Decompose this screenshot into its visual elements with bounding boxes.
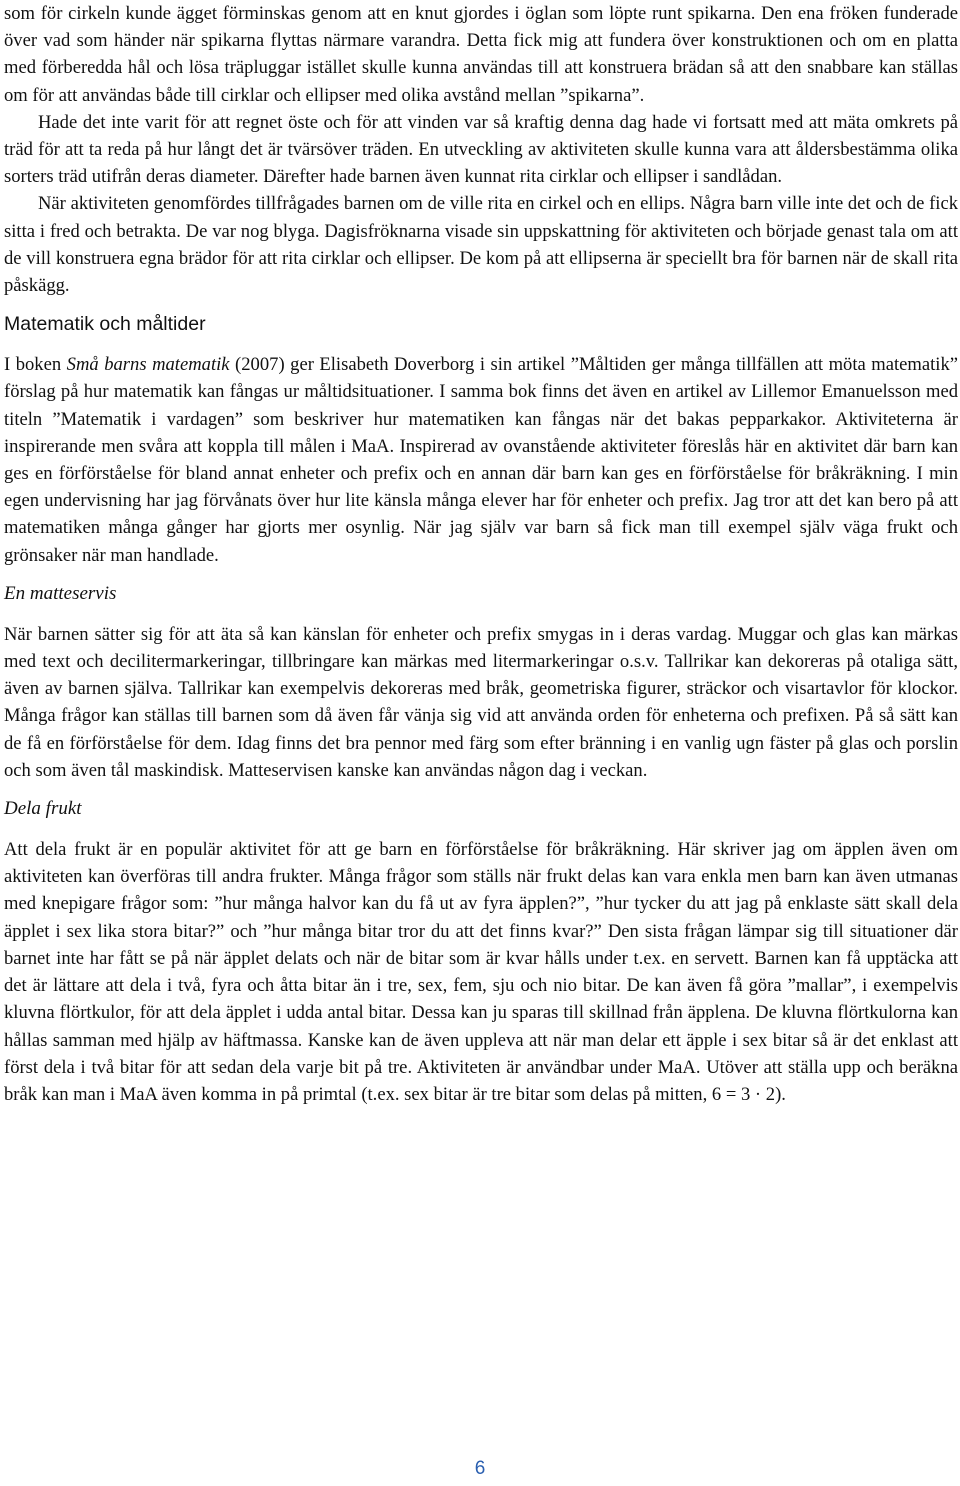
paragraph-matematik-maltider: [4, 351, 958, 569]
document-page: [4, 0, 958, 1108]
paragraph-omkrets-trad: Hade det inte varit för att regnet öste och för att vinden var så kraftig denna dag hade vi fortsatt med att mäta omkrets på träd för att ta reda på hur långt det är tvärsöver träden. En utveckling av aktiviteten skulle kunna vara att åldersbestämma olika sorters träd utifrån deras diameter. Därefter hade barnen även kunnat rita cirklar och ellipser i sandlådan.: [4, 111, 958, 188]
subheading-matteservis: En matteservis: [4, 582, 117, 604]
paragraph-matteservis: När barnen sätter sig för att äta så kan känslan för enheter och prefix smygas in i deras vardag. Muggar och glas kan märkas med text och decilitermarkeringar, tillbringare kan märkas med litermarkeringar o.s.v. Tallrikar kan dekoreras på otaliga sätt, även av barnen själva. Tallrikar kan exempelvis dekoreras med bråk, geometriska figurer, sträckor och visartavlor för klockor. Många frågor kan ställas till barnen som då även får vänja sig vid att använda orden för enheterna och prefixen. På så sätt kan de få en förförståelse för dem. Idag finns det bra pennor med färg som efter bränning i en vanlig ugn fäster på glas och porslin och som även tål maskindisk. Matteservisen kanske kan användas någon dag i veckan.: [4, 623, 958, 781]
text-run: (2007) ger Elisabeth Doverborg i sin artikel ”Måltiden ger många tillfällen att möta matematik” förslag på hur matematik kan fångas ur måltidsituationer. I samma bok finns det även en artikel av Lillemor Emanuelsson med titeln ”Matematik i vardagen” som beskriver hur matematiken kan fångas när det bakas pepparkakor. Aktiviteterna är inspirerande men svåra att koppla till målen i MaA. Inspirerad av ovanstående aktiviteter föreslås här en aktivitet där barn kan ges en förförståelse för bland annat enheter och prefix och en annan där barn kan ges en förförståelse för bråkräkning. I min egen undervisning har jag förvånats över hur lite känsla många elever har för enheter och prefix. Jag tror att det kan bero på att matematiken många gånger har gjorts mer osynlig. När jag själv var barn så fick man till exempel själv väga frukt och grönsaker när man handlade.: [4, 354, 958, 566]
paragraph-dela-frukt: [4, 836, 958, 1108]
book-title: Små barns matematik: [66, 354, 230, 376]
subheading-dela-frukt: Dela frukt: [4, 798, 82, 820]
page-number: 6: [474, 1458, 486, 1479]
formula: 6 = 3 · 2: [711, 1083, 776, 1105]
paragraph-cirkel-ellips: som för cirkeln kunde ägget förminskas genom att en knut gjordes i öglan som löpte runt spikarna. Den ena fröken funderade över vad som händer när spikarna flyttas närmare varandra. Detta fick mig att fundera över konstruktionen och om en platta med förberedda hål och lösa träpluggar istället skulle kunna användas till att konstruera brädan så att den snabbare kan ställas om för att användas både till cirklar och ellipser med olika avstånd mellan ”spikarna”.: [4, 3, 958, 106]
text-run: I boken: [4, 354, 67, 376]
section-heading: Matematik och måltider: [4, 313, 206, 336]
text-run: ).: [775, 1083, 786, 1105]
text-run: Att dela frukt är en populär aktivitet för att ge barn en förförståelse för bråkräkning. Här skriver jag om äpplen även om aktiviteten kan överföras till andra frukter. Många frågor som ställs när frukt delas kan vara enkla men barn kan även utmanas med knepigare frågor som: ”hur många halvor kan du få ut av fyra äpplen?”, ”hur tycker du att jag på enklaste sätt skall dela äpplet i sex lika stora bitar?” och ”hur många bitar tror du att det finns kvar?” Den sista frågan lämpar sig till situationer där barnet inte har fått se på när äpplet delats och när de bitar som är kvar hålls under t.ex. en servett. Barnen kan få upptäcka att det är lättare att dela i två, fyra och åtta bitar än i tre, sex, fem, sju och nio bitar. De kan även få göra ”mallar”, i exempelvis kluvna flörtkulor, för att dela äpplet i udda antal bitar. Dessa kan ju sparas till skillnad från äpplena. De kluvna flörtkulorna kan hållas samman med hjälp av häftmassa. Kanske kan de även uppleva att när man delar ett äpple i sex bitar så är det enklast att först dela i två bitar för att sedan dela varje bit på tre. Aktiviteten är användbar under MaA. Utöver att ställa upp och beräkna bråk kan man i MaA även komma in på primtal (t.ex. sex bitar är tre bitar som delas på mitten,: [4, 839, 958, 1105]
paragraph-aktivitet-genomfordes: När aktiviteten genomfördes tillfrågades barnen om de ville rita en cirkel och en ellips. Några barn ville inte det och de fick sitta i fred och betrakta. De var nog blyga. Dagisfröknarna visade sin uppskattning för aktiviteten och började genast tala om att de vill konstruera egna brädor för att rita cirklar och ellipser. De kom på att ellipserna är speciellt bra för barnen när de skall rita påskägg.: [4, 193, 958, 297]
